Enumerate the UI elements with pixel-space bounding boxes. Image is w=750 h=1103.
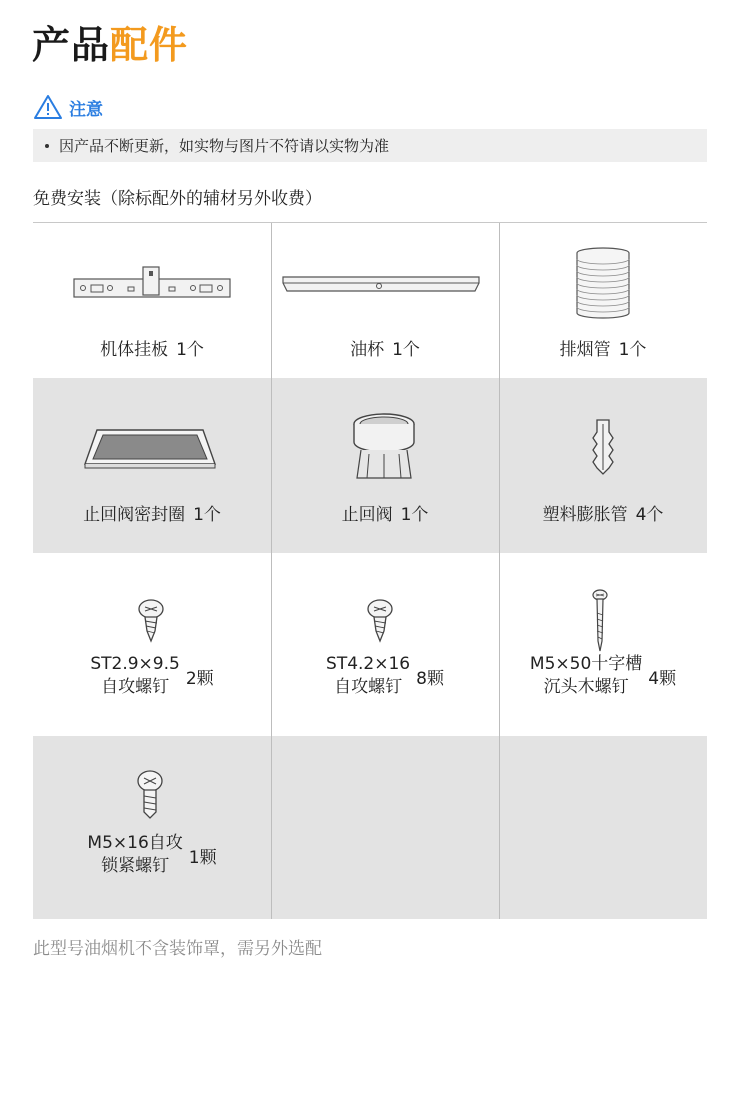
accessory-name: 机体挂板 (100, 340, 169, 360)
accessory-qty: 1个 (176, 340, 204, 360)
accessory-name: 止回阀 (341, 505, 393, 525)
notice-bar (33, 129, 707, 162)
plastic-anchor-icon (591, 418, 615, 476)
accessory-name: 锁紧螺钉 (101, 856, 170, 876)
page-title-part2: 配件 (110, 23, 189, 67)
accessory-qty: 1个 (618, 340, 647, 360)
check-valve-icon (349, 412, 419, 482)
warning-icon (33, 94, 63, 120)
footnote: 此型号油烟机不含装饰罩，需另外选配 (33, 939, 322, 959)
accessory-qty: 1个 (400, 505, 429, 525)
accessory-cell (33, 223, 271, 378)
accessory-name: 自攻螺钉 (334, 677, 403, 697)
accessory-cell (33, 553, 271, 736)
accessory-cell (33, 736, 271, 919)
accessory-caption (499, 335, 707, 360)
page-title (32, 22, 188, 68)
accessory-caption (33, 500, 271, 525)
accessory-caption (271, 653, 499, 699)
accessory-caption (499, 653, 707, 699)
accessory-name: 塑料膨胀管 (542, 505, 628, 525)
self-tapping-screw-icon (136, 599, 166, 643)
accessory-cell (271, 378, 499, 553)
bullet-icon (45, 144, 49, 148)
free-install-note: 免费安装（除标配外的辅材另外收费） (33, 189, 322, 209)
grid-row (33, 378, 707, 553)
accessory-qty: 4个 (635, 505, 664, 525)
accessory-caption (499, 500, 707, 525)
empty-cell (499, 736, 707, 919)
exhaust-pipe-icon (575, 247, 631, 319)
accessory-caption (271, 500, 499, 525)
accessory-name: 沉头木螺钉 (543, 677, 629, 697)
accessory-spec: ST2.9×9.5 (90, 654, 180, 674)
accessory-cell (271, 223, 499, 378)
accessory-qty: 1颗 (188, 847, 217, 868)
accessory-qty: 2颗 (185, 668, 214, 689)
accessory-caption (33, 832, 271, 878)
accessory-cell (499, 378, 707, 553)
wood-screw-icon (591, 589, 609, 653)
notice-header (33, 94, 103, 120)
accessory-name: 排烟管 (559, 340, 611, 360)
accessory-caption (33, 653, 271, 699)
accessory-spec: M5×50十字槽 (529, 654, 643, 674)
grid-row (33, 553, 707, 736)
accessory-qty: 4颗 (648, 668, 677, 689)
accessory-qty: 8颗 (416, 668, 444, 689)
notice-label: 注意 (69, 99, 103, 120)
mounting-plate-icon (73, 265, 231, 301)
accessory-caption (271, 335, 499, 360)
accessories-grid (33, 223, 707, 919)
notice-text: 因产品不断更新，如实物与图片不符请以实物为准 (59, 137, 390, 155)
page-title-part1: 产品 (32, 23, 111, 67)
accessory-spec: ST4.2×16 (326, 654, 411, 674)
accessory-caption (33, 335, 271, 360)
accessory-spec: M5×16自攻 (87, 833, 183, 853)
accessory-name: 油杯 (350, 340, 385, 360)
grid-row (33, 223, 707, 378)
accessory-qty: 1个 (392, 340, 420, 360)
locking-screw-icon (135, 770, 165, 820)
oil-cup-icon (281, 273, 481, 297)
check-valve-seal-icon (83, 428, 217, 470)
accessory-qty: 1个 (193, 505, 221, 525)
grid-row (33, 736, 707, 919)
self-tapping-screw-icon (365, 599, 395, 643)
empty-cell (271, 736, 499, 919)
accessory-cell (33, 378, 271, 553)
accessory-cell (499, 553, 707, 736)
accessory-name: 止回阀密封圈 (83, 505, 186, 525)
accessory-cell (271, 553, 499, 736)
accessory-name: 自攻螺钉 (101, 677, 170, 697)
accessory-cell (499, 223, 707, 378)
